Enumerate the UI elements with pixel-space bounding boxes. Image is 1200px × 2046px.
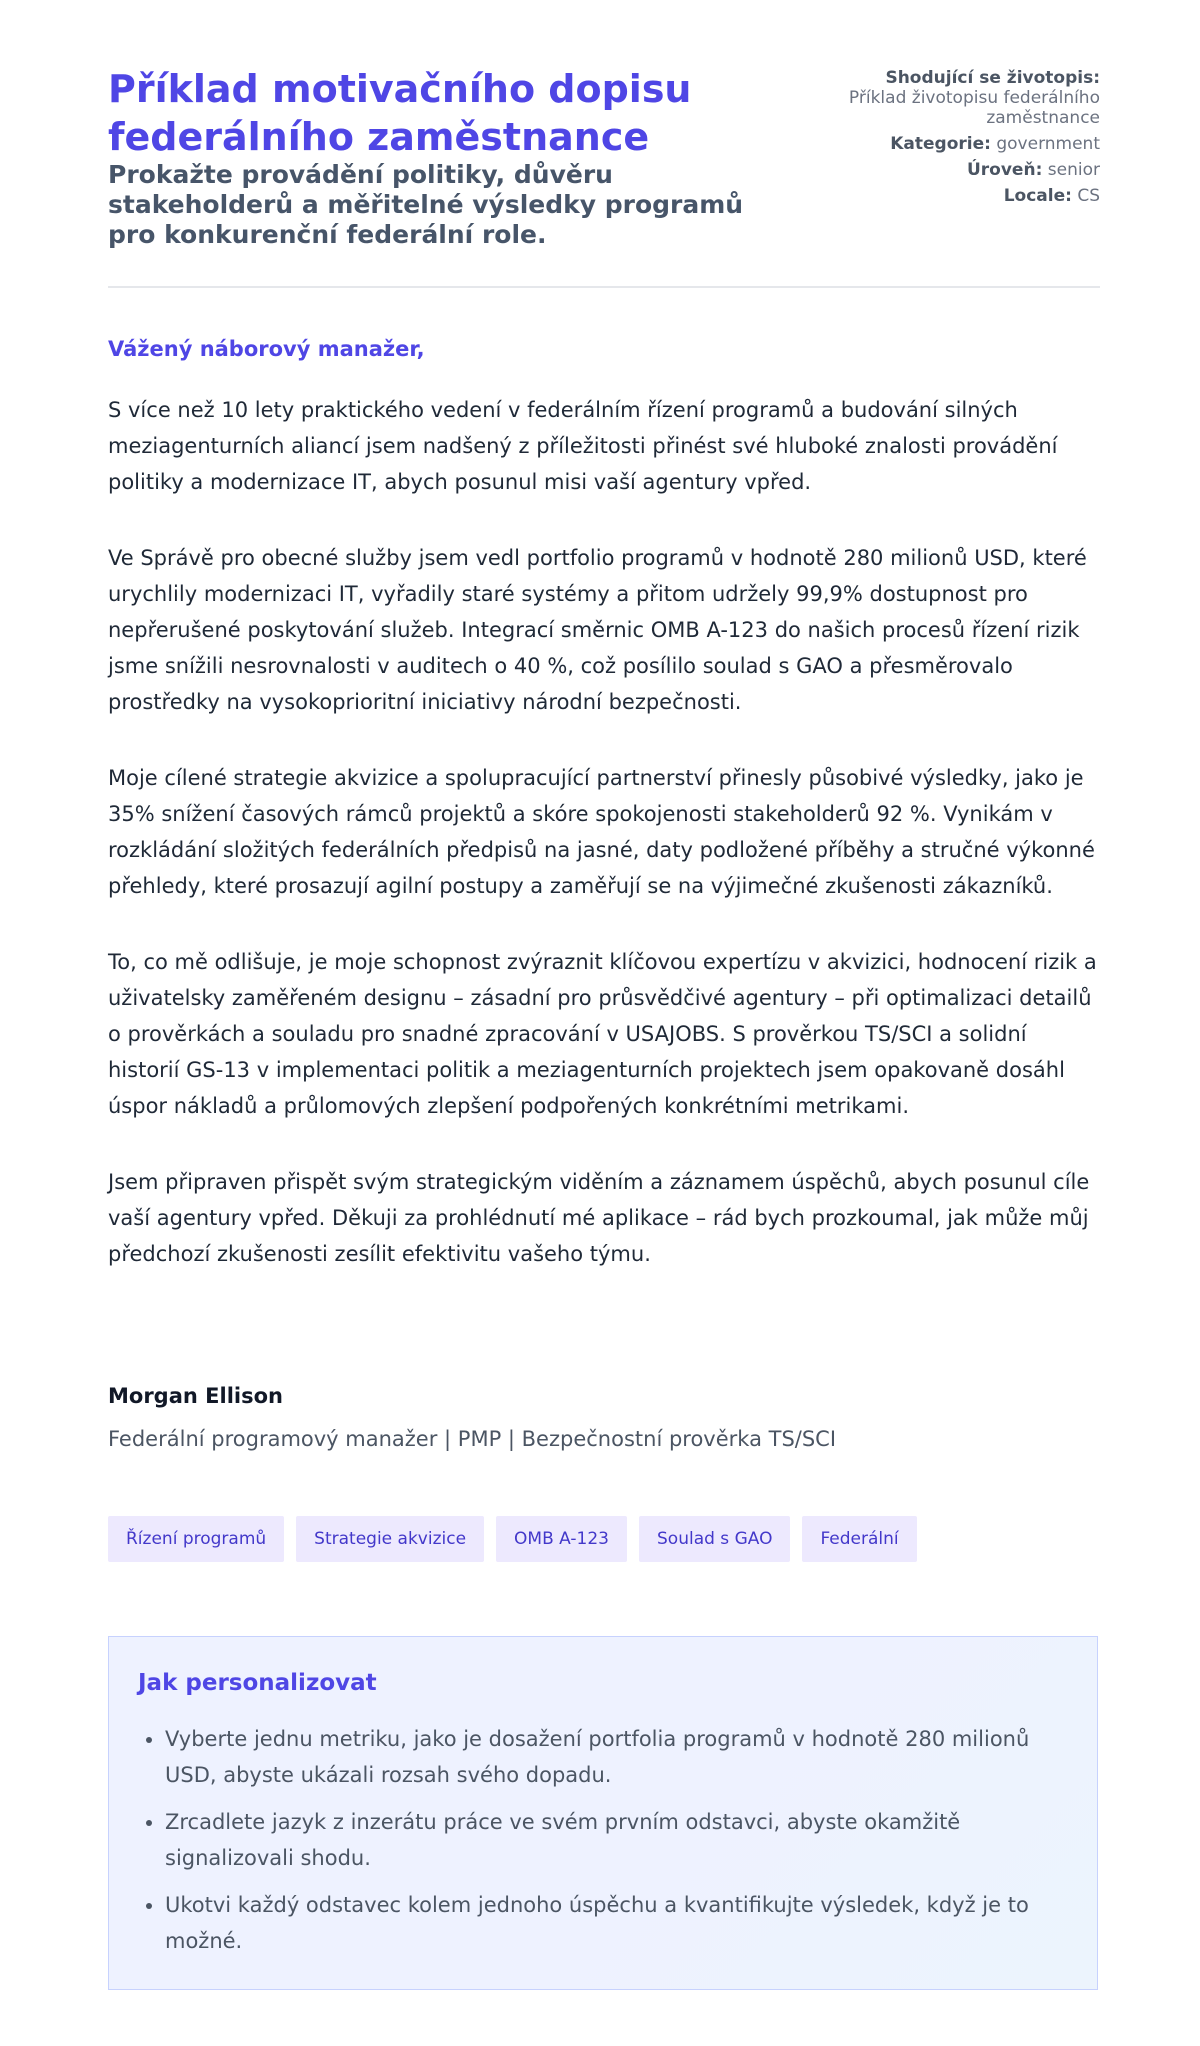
cover-letter-container <box>108 0 1100 1953</box>
meta-resume <box>800 68 1100 128</box>
meta-category-value: government <box>996 134 1100 154</box>
meta-resume-link[interactable]: Příklad životopisu federálního zaměstnance <box>848 88 1100 128</box>
meta-panel <box>800 68 1100 212</box>
letter-paragraph: Jsem připraven přispět svým strategickým viděním a záznamem úspěchů, abych posunul cíle vaší agentury vpřed. Děkuji za prohlédnutí mé aplikace – rád bych prozkoumal, jak může můj předchozí zkušenosti zesílit efektivitu vašeho týmu. <box>108 1170 1090 1266</box>
tip-item: • Ukotvi každý odstavec kolem jednoho úspěchu a kvantifikujte výsledek, když je to možné. <box>165 1887 1085 1959</box>
tips-title: Jak personalizovat <box>138 1670 377 1696</box>
letter-paragraph: Ve Správě pro obecné služby jsem vedl portfolio programů v hodnotě 280 milionů USD, které urychlily modernizaci IT, vyřadily staré systémy a přitom udržely 99,9% dostupnost pro nepřerušené poskytování služeb. Integrací směrnic OMB A-123 do našich procesů řízení rizik jsme snížili nesrovnalosti v auditech o 40 %, což posílilo soulad s GAO a přesměrovalo prostředky na vysokoprioritní iniciativy národní bezpečnosti. <box>108 546 1087 714</box>
letter-paragraph: S více než 10 lety praktického vedení v federálním řízení programů a budování silných meziagenturních aliancí jsem nadšený z příležitosti přinést své hluboké znalosti provádění politiky a modernizace IT, abych posunul misi vaší agentury vpřed. <box>108 398 1058 494</box>
meta-resume-label: Shodující se životopis: <box>885 68 1100 88</box>
tip-item: • Zrcadlete jazyk z inzerátu práce ve svém prvním odstavci, abyste okamžitě signalizovali shodu. <box>165 1804 1085 1876</box>
meta-level-value: senior <box>1047 160 1100 180</box>
tag-list <box>108 1516 917 1562</box>
personalization-tips-box <box>108 1636 1098 1990</box>
tag[interactable]: OMB A-123 <box>496 1516 627 1562</box>
signature-title: Federální programový manažer | PMP | Bezpečnostní prověrka TS/SCI <box>108 1427 837 1451</box>
signature-name: Morgan Ellison <box>108 1384 283 1408</box>
meta-category <box>800 134 1100 154</box>
page-title: Příklad motivačního dopisu federálního zaměstnance <box>108 67 692 159</box>
tips-list <box>138 1721 1085 1970</box>
tag[interactable]: Strategie akvizice <box>296 1516 484 1562</box>
meta-category-label: Kategorie: <box>890 134 991 154</box>
meta-level <box>800 160 1100 180</box>
page-subtitle: Prokažte provádění politiky, důvěru stakeholderů a měřitelné výsledky programů pro konkurenční federální role. <box>108 160 744 249</box>
tag[interactable]: Soulad s GAO <box>639 1516 790 1562</box>
meta-locale-value: CS <box>1077 186 1100 206</box>
tip-item: • Vyberte jednu metriku, jako je dosažení portfolia programů v hodnotě 280 milionů USD, abyste ukázali rozsah svého dopadu. <box>165 1721 1085 1793</box>
meta-level-label: Úroveň: <box>966 160 1043 180</box>
page-header <box>108 0 1100 288</box>
tag[interactable]: Federální <box>802 1516 916 1562</box>
meta-locale <box>800 186 1100 206</box>
letter-body <box>108 392 1100 1312</box>
letter-salutation: Vážený náborový manažer, <box>108 337 425 361</box>
tag[interactable]: Řízení programů <box>108 1516 284 1562</box>
letter-paragraph: Moje cílené strategie akvizice a spolupracující partnerství přinesly působivé výsledky, jako je 35% snížení časových rámců projektů a skóre spokojenosti stakeholderů 92 %. Vynikám v rozkládání složitých federálních předpisů na jasné, daty podložené příběhy a stručné výkonné přehledy, které prosazují agilní postupy a zaměřují se na výjimečné zkušenosti zákazníků. <box>108 766 1095 898</box>
letter-paragraph: To, co mě odlišuje, je moje schopnost zvýraznit klíčovou expertízu v akvizici, hodnocení rizik a uživatelsky zaměřeném designu – zásadní pro průsvědčivé agentury – při optimalizaci detailů o prověrkách a souladu pro snadné zpracování v USAJOBS. S prověrkou TS/SCI a solidní historií GS-13 v implementaci politik a meziagenturních projektech jsem opakovaně dosáhl úspor nákladů a průlomových zlepšení podpořených konkrétními metrikami. <box>108 950 1097 1118</box>
meta-locale-label: Locale: <box>1003 186 1072 206</box>
